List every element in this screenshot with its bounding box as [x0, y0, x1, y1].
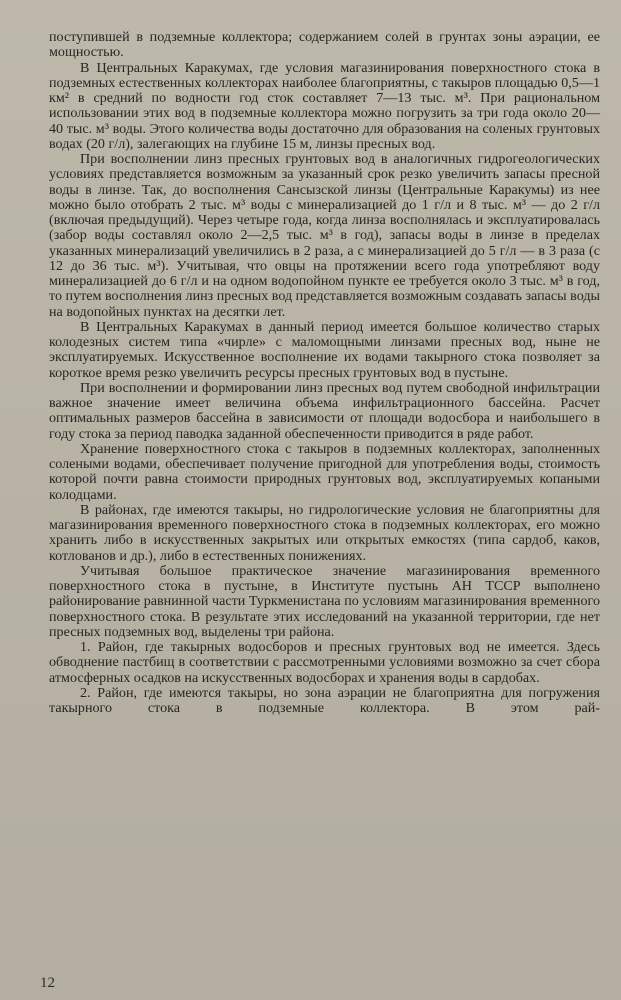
paragraph-1: поступившей в подземные коллектора; содержанием солей в грунтах зоны аэрации, ее мощностью. — [49, 29, 600, 61]
paragraph-8: Учитывая большое практическое значение магазинирования временного поверхностного стока в пустыне, в Институте пустынь АН ТССР выполнено районирование равнинной части Туркменистана по условиям магазинирования временного поверхностного стока. В результате этих исследований на указанной территории, где нет пресных подземных вод, выделены три района. — [49, 562, 600, 640]
paragraph-3: При восполнении линз пресных грунтовых вод в аналогичных гидрогеологических условиях представляется возможным за указанный срок резко увеличить запасы пресной воды в линзе. Так, до восполнения Сансызской линзы (Центральные Каракумы) из нее можно было отобрать 2 тыс. м³ воды с минерализацией до 1 г/л и 8 тыс. м³ — до 2 г/л (включая предыдущий). Через четыре года, когда линза восполнялась и эксплуатировалась (забор воды составлял около 2—2,5 тыс. м³ в год), запасы воды в линзе в пределах указанных минерализаций увеличились в 2 раза, а с минерализацией до 5 г/л — в 3 раза (с 12 до 36 тыс. м³). Учитывая, что овцы на протяжении всего года употребляют воду минерализацией до 6 г/л и на одном водопойном пункте ее требуется около 3 тыс. м³ в год, то путем восполнения линз пресных вод представляется возможным создавать запасы воды на водопойных пунктах на десятки лет. — [49, 151, 600, 320]
page-number: 12 — [40, 975, 55, 991]
paragraph-6: Хранение поверхностного стока с такыров в подземных коллекторах, заполненных солеными водами, обеспечивает получение пригодной для употребления воды, стоимость которой почти равна стоимости природных грунтовых вод, эксплуатируемых копаными колодцами. — [49, 440, 600, 503]
paragraph-10: 2. Район, где имеются такыры, но зона аэрации не благоприятна для погружения такырного стока в подземные коллектора. В этом рай- — [49, 684, 600, 716]
paragraph-7: В районах, где имеются такыры, но гидрологические условия не благоприятны для магазинирования временного поверхностного стока в подземных коллекторах, его можно хранить либо в искусственных закрытых или открытых емкостях (типа сардоб, каков, котлованов и др.), либо в естественных понижениях. — [49, 501, 600, 564]
paragraph-2: В Центральных Каракумах, где условия магазинирования поверхностного стока в подземных естественных коллекторах наиболее благоприятны, с такыров площадью 0,5—1 км² в средний по водности год сток составляет 7—13 тыс. м³. При рациональном использовании этих вод в подземные коллектора можно погрузить за три года около 20—40 тыс. м³ воды. Этого количества воды достаточно для образования на соленых грунтовых водах (20 г/л), залегающих на глубине 15 м, линзы пресных вод. — [49, 59, 600, 152]
paragraph-4: В Центральных Каракумах в данный период имеется большое количество старых колодезных систем типа «чирле» с маломощными линзами пресных вод, ныне не эксплуатируемых. Искусственное восполнение их водами такырного стока позволяет за короткое время резко увеличить ресурсы пресных грунтовых вод в пустыне. — [49, 318, 600, 381]
paragraph-5: При восполнении и формировании линз пресных вод путем свободной инфильтрации важное значение имеет величина объема инфильтрационного бассейна. Расчет оптимальных размеров бассейна в зависимости от площади водосбора и наибольшего в году стока за период паводка заданной обеспеченности приводится в ряде работ. — [49, 379, 600, 442]
paragraph-9: 1. Район, где такырных водосборов и пресных грунтовых вод не имеется. Здесь обводнение пастбищ в соответствии с рассмотренными условиями возможно за счет сбора атмосферных осадков на искусственных водосборах и хранения воды в сардобах. — [49, 639, 600, 686]
